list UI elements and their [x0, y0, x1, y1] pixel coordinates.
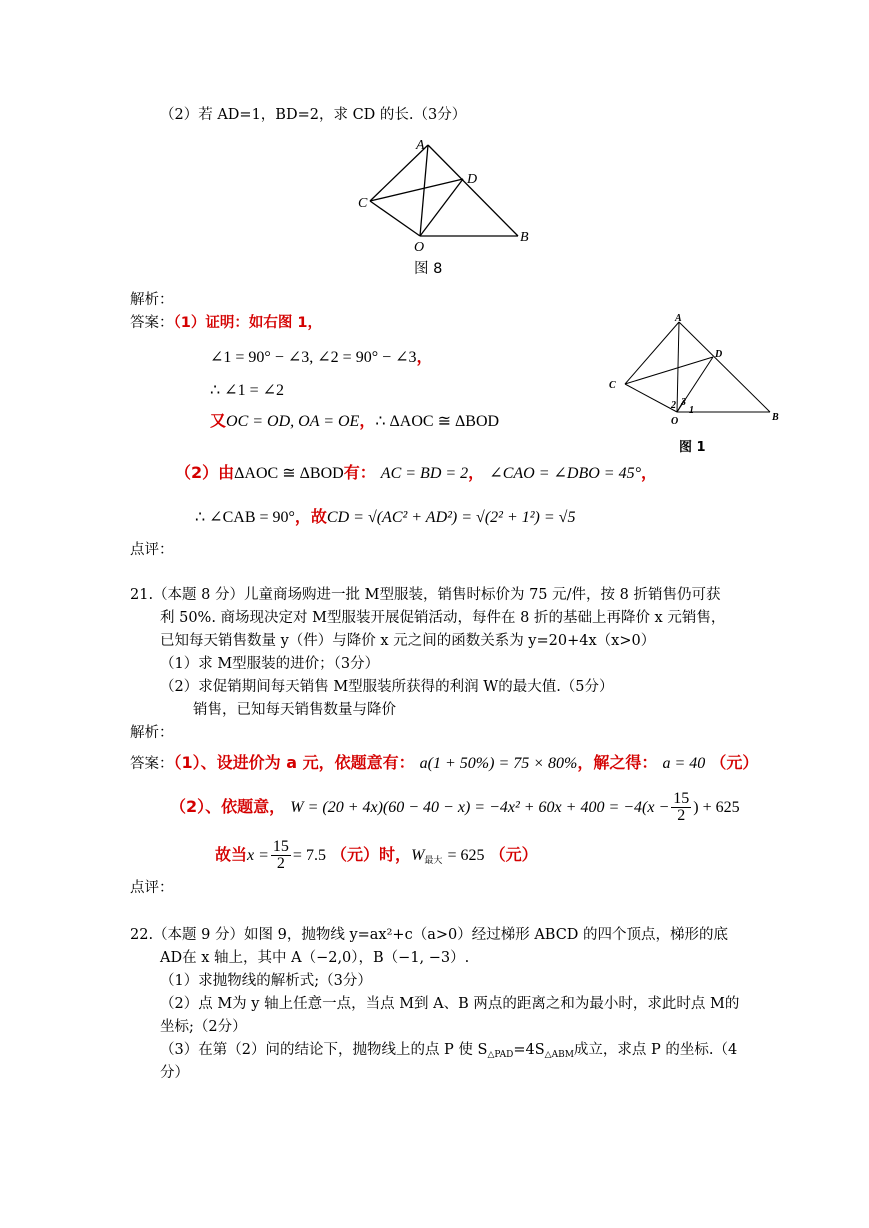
q22-line-2: AD在 x 轴上，其中 A（−2,0），B（−1, −3）.	[160, 950, 470, 966]
q22-line-3: （1）求抛物线的解析式;（3分）	[160, 973, 372, 989]
q21-line-4: （1）求 M型服装的进价；（3分）	[160, 656, 380, 672]
sol20-final: ∴ ∠CAB = 90°，故CD = √(AC² + AD²) = √(2² + 1²) = √5	[195, 507, 576, 526]
sol20-angles: ∠1 = 90° − ∠3, ∠2 = 90° − ∠3，	[210, 347, 433, 366]
fig8-label-o: O	[414, 240, 425, 255]
fig8-caption: 图 8	[414, 261, 443, 277]
figure-8	[350, 135, 540, 255]
sol20-review: 点评：	[130, 542, 174, 558]
q21-line-5: （2）求促销期间每天销售 M型服装所获得的利润 W的最大值.（5分）	[160, 679, 614, 695]
q21-line-2: 利 50%. 商场现决定对 M型服装开展促销活动，每件在 8 折的基础上再降价 x 元销售，	[160, 610, 726, 626]
fig8-label-d: D	[467, 172, 478, 187]
sol21-part1: 答案：（1）、设进价为 a 元，依题意有： a(1 + 50%) = 75 × 80%，解之得： a = 40 （元）	[130, 753, 759, 772]
fig1-angle-1: 1	[689, 405, 694, 416]
q21-analysis: 解析：	[130, 725, 174, 741]
figure-1	[605, 312, 785, 430]
q22-line-1: 22.（本题 9 分）如图 9，抛物线 y=ax²+c（a>0）经过梯形 ABCD 的四个顶点，梯形的底	[130, 927, 729, 943]
fig1-caption: 图 1	[679, 440, 706, 455]
fig1-label-a: A	[675, 313, 682, 324]
sol20-p1-title: （1）证明：如右图 1，	[173, 315, 322, 331]
sol21-part2: （2）、依题意， W = (20 + 4x)(60 − 40 − x) = −4x² + 60x + 400 = −4(x − $\frac{15}{2}$ ) + 625	[170, 790, 740, 824]
sol20-answer: 答案：（1）证明：如右图 1，	[130, 315, 322, 331]
fig8-label-c: C	[358, 196, 368, 211]
sol20-part2: （2）由ΔAOC ≅ ΔBOD有： AC = BD = 2， ∠CAO = ∠DBO = 45°，	[175, 463, 657, 482]
sol20-equal: ∴ ∠1 = ∠2	[210, 382, 285, 399]
q22-line-4: （2）点 M为 y 轴上任意一点，当点 M到 A、B 两点的距离之和为最小时，求此时点 M的	[160, 996, 740, 1012]
q21-line-6: 销售，已知每天销售数量与降价	[193, 702, 396, 718]
fig1-label-o: O	[671, 416, 679, 427]
sol20-analysis: 解析：	[130, 292, 174, 308]
sol20-congruence: 又OC = OD, OA = OE，∴ ΔAOC ≅ ΔBOD	[210, 411, 500, 430]
q22-line-7: 分）	[160, 1065, 189, 1081]
fig1-angle-2: 2	[671, 400, 676, 411]
q21-line-3: 已知每天销售数量 y（件）与降价 x 元之间的函数关系为 y=20+4x（x>0）	[160, 633, 656, 649]
q22-line-6: （3）在第（2）问的结论下，抛物线上的点 P 使 $S_{\triangle PAD}=4S_{\triangle ABM}$成立，求点 P 的坐标.（4	[160, 1042, 738, 1060]
fig1-angle-3: 3	[681, 397, 686, 408]
q20-part2: （2）若 AD=1，BD=2，求 CD 的长.（3分）	[160, 107, 467, 123]
fig1-label-b: B	[772, 412, 779, 423]
fig8-label-a: A	[416, 138, 425, 153]
fig1-label-d: D	[715, 349, 723, 360]
q22-line-5: 坐标;（2分）	[160, 1019, 247, 1035]
sol21-review: 点评：	[130, 880, 174, 896]
sol21-part3: 故当x = $\frac{15}{2}$ = 7.5 （元）时，$W_{最大} = 625$ （元）	[215, 838, 538, 872]
fig1-label-c: C	[609, 380, 616, 391]
q21-line-1: 21.（本题 8 分）儿童商场购进一批 M型服装，销售时标价为 75 元/件，按 8 折销售仍可获	[130, 587, 721, 603]
fig8-label-b: B	[520, 230, 529, 245]
